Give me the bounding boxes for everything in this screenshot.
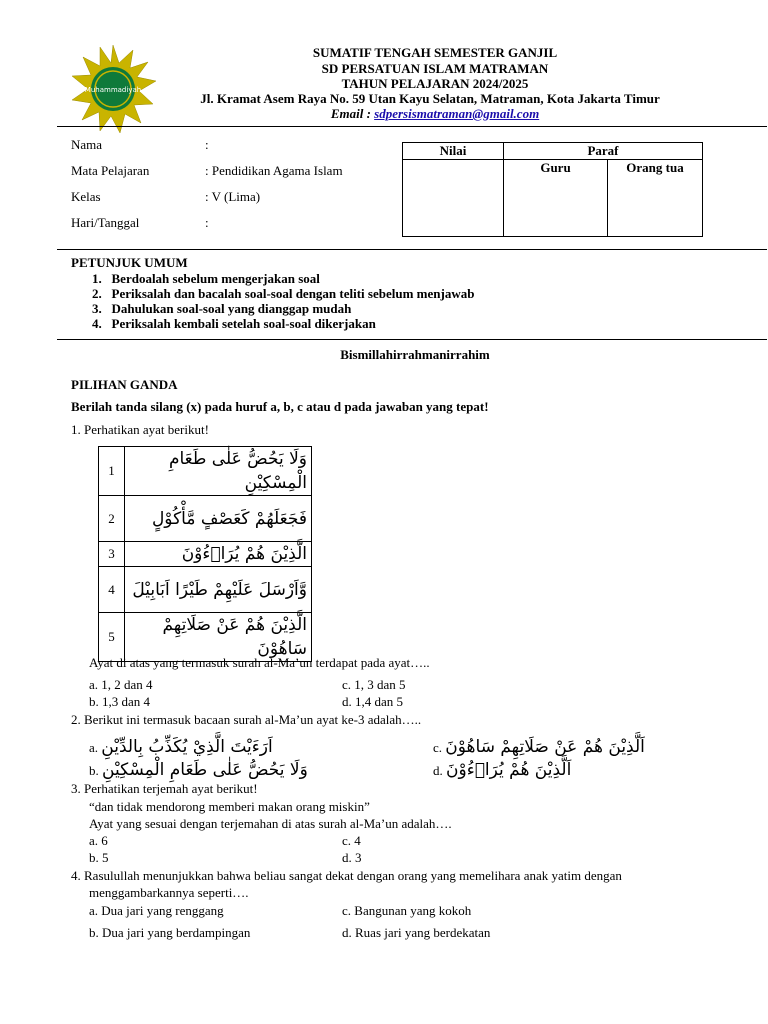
nilai-header: Nilai <box>403 143 504 160</box>
school-logo <box>68 44 158 134</box>
kelas-label: Kelas <box>71 189 101 204</box>
petunjuk-divider <box>57 339 767 340</box>
svg-text:Muhammadiyah: Muhammadiyah <box>84 86 142 94</box>
petunjuk-item: 3. Dahulukan soal-soal yang dianggap mudah <box>92 301 352 316</box>
q3-ask: Ayat yang sesuai dengan terjemahan di atas surah al-Ma’un adalah…. <box>89 816 452 831</box>
petunjuk-text: Periksalah kembali setelah soal-soal dikerjakan <box>111 316 376 331</box>
exam-title: SUMATIF TENGAH SEMESTER GANJIL <box>312 45 558 60</box>
q3-option-a[interactable]: a. 6 <box>89 833 108 848</box>
option-letter: d. <box>433 763 443 778</box>
q4-option-c[interactable]: c. Bangunan yang kokoh <box>342 903 472 918</box>
q4-option-a[interactable]: a. Dua jari yang renggang <box>89 903 224 918</box>
score-table <box>402 142 703 237</box>
q3-quote: “dan tidak mendorong memberi makan orang miskin” <box>89 799 370 814</box>
ayat-number: 3 <box>99 542 125 567</box>
option-letter: c. <box>433 740 443 755</box>
ayat-text: الَّذِيْنَ هُمْ يُرَاۤءُوْنَ <box>125 542 312 567</box>
option-letter: b. <box>89 763 99 778</box>
q3-option-d[interactable]: d. 3 <box>342 850 362 865</box>
q2-option-c[interactable] <box>433 737 645 757</box>
email-label: Email : <box>330 106 375 121</box>
mapel-value: : Pendidikan Agama Islam <box>205 163 343 178</box>
q1-stem: 1. Perhatikan ayat berikut! <box>71 422 209 437</box>
guru-cell[interactable] <box>504 160 608 237</box>
nama-label: Nama <box>71 137 103 152</box>
paraf-header: Paraf <box>504 143 703 160</box>
q4-stem-cont: menggambarkannya seperti…. <box>89 885 249 900</box>
petunjuk-text: Berdoalah sebelum mengerjakan soal <box>111 271 320 286</box>
q4-stem: 4. Rasulullah menunjukkan bahwa beliau sangat dekat dengan orang yang memelihara anak yatim dengan <box>71 868 622 883</box>
q3-option-b[interactable]: b. 5 <box>89 850 109 865</box>
ayat-number: 4 <box>99 567 125 613</box>
q1-option-a[interactable]: a. 1, 2 dan 4 <box>89 677 153 692</box>
petunjuk-text: Periksalah dan bacalah soal-soal dengan teliti sebelum menjawab <box>111 286 475 301</box>
section-title: PILIHAN GANDA <box>71 377 178 392</box>
kelas-value: : V (Lima) <box>205 189 261 204</box>
orang-tua-cell[interactable] <box>608 160 703 237</box>
petunjuk-text: Dahulukan soal-soal yang dianggap mudah <box>111 301 352 316</box>
option-letter: a. <box>89 740 99 755</box>
ayat-text: وَلَا يَحُضُّ عَلٰى طَعَامِ الْمِسْكِيْنِ <box>125 447 312 496</box>
nilai-cell[interactable] <box>403 160 504 237</box>
academic-year: TAHUN PELAJARAN 2024/2025 <box>341 76 529 91</box>
petunjuk-item: 4. Periksalah kembali setelah soal-soal dikerjakan <box>92 316 376 331</box>
option-arabic: اَرَءَيْتَ الَّذِيْ يُكَذِّبُ بِالدِّيْنِ <box>101 737 273 757</box>
ayat-number: 1 <box>99 447 125 496</box>
q2-stem: 2. Berikut ini termasuk bacaan surah al-Ma’un ayat ke-3 adalah….. <box>71 712 422 727</box>
option-arabic: اَلَّذِيْنَ هُمْ يُرَاۤءُوْنَ <box>446 760 572 780</box>
q2-option-a[interactable] <box>89 737 273 757</box>
option-arabic: وَلَا يَحُضُّ عَلٰى طَعَامِ الْمِسْكِيْنِ <box>102 760 308 780</box>
identity-divider <box>57 249 767 250</box>
option-arabic: اَلَّذِيْنَ هُمْ عَنْ صَلَاتِهِمْ سَاهُوْنَ <box>445 737 645 757</box>
petunjuk-item: 1. Berdoalah sebelum mengerjakan soal <box>92 271 320 286</box>
q4-option-d[interactable]: d. Ruas jari yang berdekatan <box>342 925 491 940</box>
orang-tua-label: Orang tua <box>626 160 684 175</box>
instruction: Berilah tanda silang (x) pada huruf a, b, c atau d pada jawaban yang tepat! <box>71 399 489 414</box>
q2-option-b[interactable] <box>89 760 308 780</box>
ayat-text: الَّذِيْنَ هُمْ عَنْ صَلَاتِهِمْ سَاهُوْنَ <box>125 613 312 662</box>
bismillah: Bismillahirrahmanirrahim <box>340 347 490 362</box>
nama-field[interactable]: : <box>205 137 209 152</box>
school-address: Jl. Kramat Asem Raya No. 59 Utan Kayu Selatan, Matraman, Kota Jakarta Timur <box>200 91 660 106</box>
ayat-text: وَّاَرْسَلَ عَلَيْهِمْ طَيْرًا اَبَابِيْلَ <box>125 567 312 613</box>
hari-field[interactable]: : <box>205 215 209 230</box>
petunjuk-title: PETUNJUK UMUM <box>71 255 188 270</box>
q1-after: Ayat di atas yang termasuk surah al-Ma’un terdapat pada ayat….. <box>89 655 430 670</box>
ayat-text: فَجَعَلَهُمْ كَعَصْفٍ مَّأْكُوْلٍ <box>125 496 312 542</box>
ayat-number: 5 <box>99 613 125 662</box>
mapel-label: Mata Pelajaran <box>71 163 150 178</box>
q1-option-c[interactable]: c. 1, 3 dan 5 <box>342 677 406 692</box>
ayat-table <box>98 446 312 662</box>
q4-option-b[interactable]: b. Dua jari yang berdampingan <box>89 925 251 940</box>
ayat-number: 2 <box>99 496 125 542</box>
header-divider <box>57 126 767 127</box>
hari-label: Hari/Tanggal <box>71 215 140 230</box>
q3-stem: 3. Perhatikan terjemah ayat berikut! <box>71 781 258 796</box>
q3-option-c[interactable]: c. 4 <box>342 833 361 848</box>
q2-option-d[interactable] <box>433 760 571 780</box>
guru-label: Guru <box>540 160 571 175</box>
q1-option-d[interactable]: d. 1,4 dan 5 <box>342 694 404 709</box>
email-line <box>150 107 720 121</box>
q1-option-b[interactable]: b. 1,3 dan 4 <box>89 694 151 709</box>
email-link[interactable]: sdpersismatraman@gmail.com <box>374 106 540 121</box>
school-name: SD PERSATUAN ISLAM MATRAMAN <box>321 61 549 76</box>
petunjuk-item: 2. Periksalah dan bacalah soal-soal dengan teliti sebelum menjawab <box>92 286 475 301</box>
